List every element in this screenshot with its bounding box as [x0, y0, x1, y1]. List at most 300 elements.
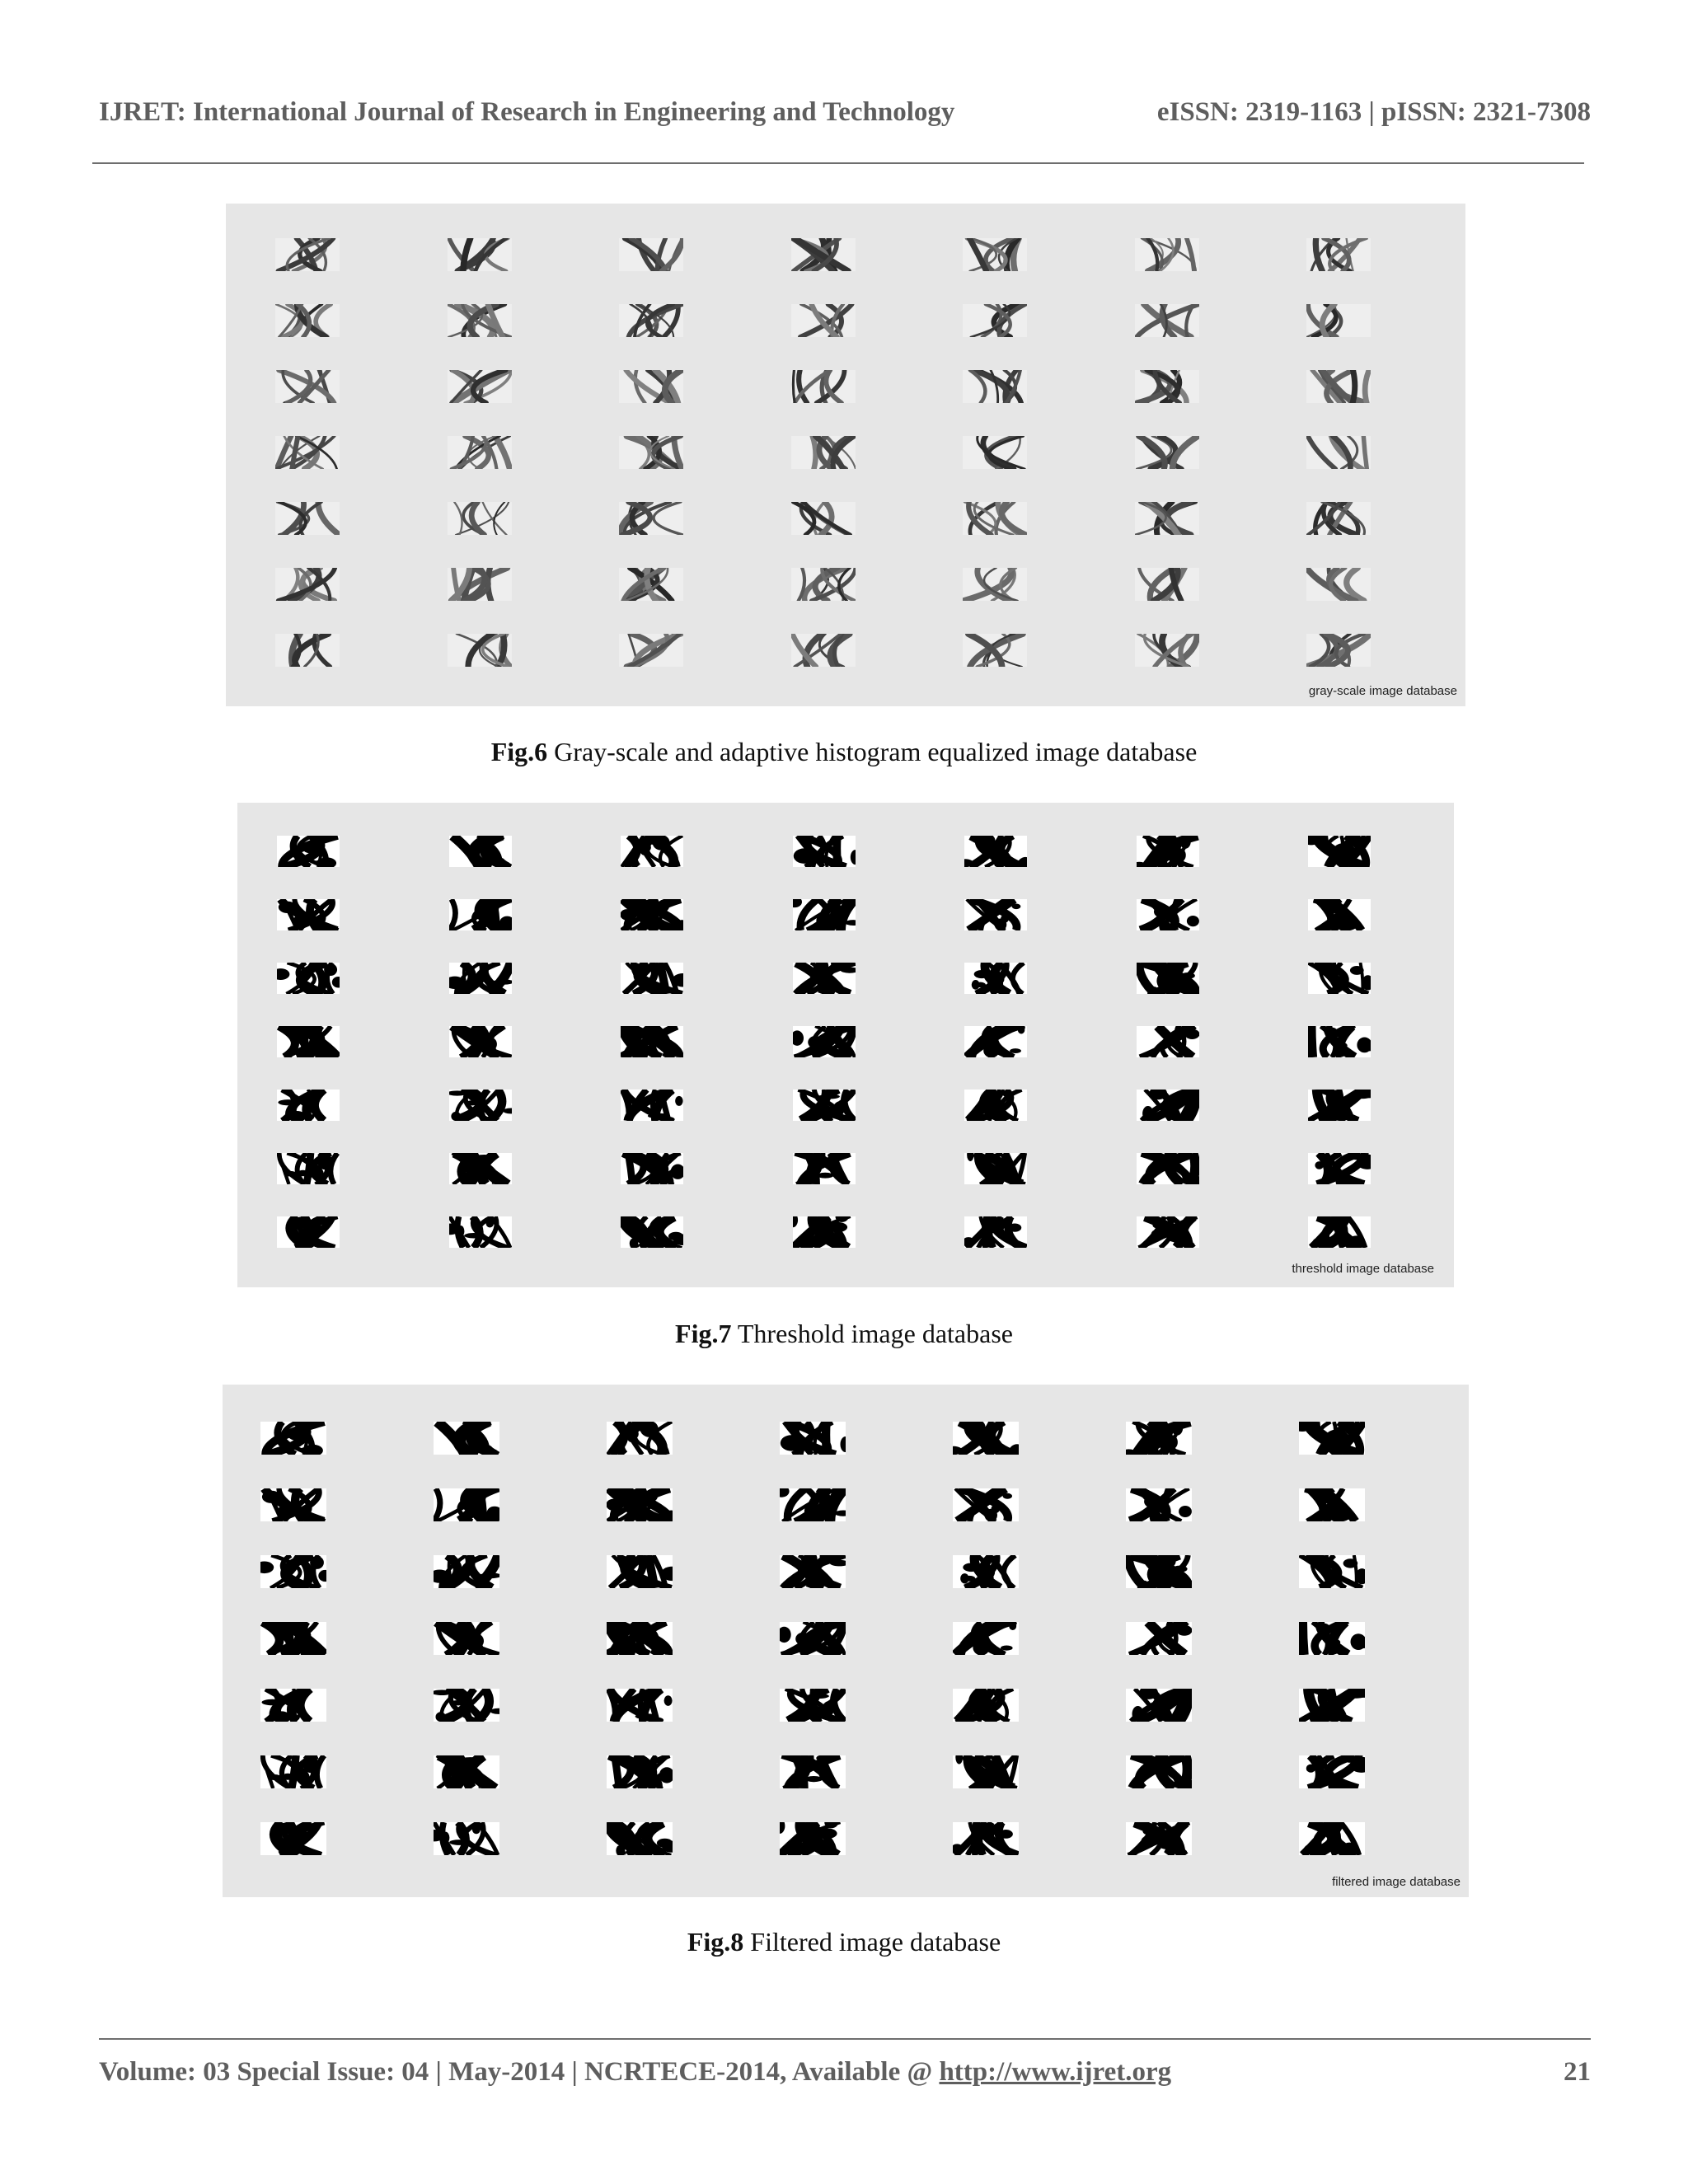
thumbnail-cell: [603, 485, 775, 551]
thumbnail-cell: [1118, 617, 1291, 683]
thumbnail-cell: [1290, 485, 1462, 551]
thumbnail-cell: [259, 354, 431, 419]
vein-thumbnail: [434, 1422, 499, 1455]
vein-thumbnail: [1306, 502, 1371, 535]
vein-thumbnail: [1306, 370, 1371, 403]
vein-thumbnail: [1137, 899, 1199, 930]
vein-thumbnail: [793, 963, 856, 994]
vein-thumbnail: [1299, 1689, 1365, 1722]
thumbnail-cell: [940, 1605, 1113, 1671]
vein-thumbnail: [607, 1555, 673, 1588]
thumbnail-cell: [247, 1538, 420, 1605]
thumbnail-cell: [1122, 1010, 1294, 1073]
vein-thumbnail: [619, 634, 683, 667]
vein-thumbnail: [963, 502, 1027, 535]
fig7-caption: [0, 1319, 1688, 1349]
thumbnail-cell: [603, 419, 775, 485]
vein-thumbnail: [275, 238, 340, 271]
vein-thumbnail: [1126, 1488, 1192, 1521]
vein-thumbnail: [1126, 1555, 1192, 1588]
fig6-thumbnail-grid: [259, 222, 1462, 683]
thumbnail-cell: [259, 288, 431, 354]
fig7-caption-text: Threshold image database: [731, 1319, 1013, 1348]
vein-thumbnail: [1308, 899, 1371, 930]
thumbnail-cell: [1118, 551, 1291, 617]
vein-thumbnail: [434, 1622, 499, 1655]
thumbnail-cell: [593, 1471, 767, 1538]
vein-thumbnail: [448, 436, 512, 469]
vein-thumbnail: [607, 1422, 673, 1455]
thumbnail-cell: [603, 617, 775, 683]
vein-thumbnail: [1306, 568, 1371, 601]
thumbnail-cell: [1293, 1201, 1454, 1264]
thumbnail-cell: [1113, 1672, 1286, 1739]
vein-thumbnail: [260, 1689, 326, 1722]
journal-website-link[interactable]: http://www.ijret.org: [939, 2057, 1172, 2087]
thumbnail-cell: [1113, 1538, 1286, 1605]
thumbnail-cell: [775, 419, 947, 485]
vein-thumbnail: [434, 1755, 499, 1788]
thumbnail-cell: [1122, 883, 1294, 946]
thumbnail-cell: [950, 1074, 1122, 1137]
thumbnail-cell: [247, 1672, 420, 1739]
thumbnail-cell: [1293, 819, 1454, 883]
running-footer: [99, 2057, 1591, 2098]
vein-thumbnail: [963, 436, 1027, 469]
vein-thumbnail: [448, 568, 512, 601]
vein-thumbnail: [621, 899, 683, 930]
vein-thumbnail: [1126, 1689, 1192, 1722]
thumbnail-cell: [1293, 946, 1454, 1010]
thumbnail-cell: [1286, 1404, 1459, 1471]
thumbnail-cell: [1122, 1201, 1294, 1264]
thumbnail-cell: [940, 1806, 1113, 1872]
fig7-image-panel: [237, 803, 1454, 1287]
vein-thumbnail: [277, 963, 340, 994]
thumbnail-cell: [950, 1010, 1122, 1073]
thumbnail-cell: [431, 485, 603, 551]
thumbnail-cell: [420, 1739, 593, 1806]
thumbnail-cell: [1290, 354, 1462, 419]
thumbnail-cell: [259, 419, 431, 485]
vein-thumbnail: [953, 1755, 1019, 1788]
thumbnail-cell: [1290, 617, 1462, 683]
journal-title: IJRET: International Journal of Research in Engineering and Technology: [99, 97, 955, 127]
thumbnail-cell: [420, 1605, 593, 1671]
vein-thumbnail: [277, 836, 340, 867]
fig8-panel-label: filtered image database: [1332, 1875, 1461, 1889]
thumbnail-cell: [767, 1471, 940, 1538]
thumbnail-cell: [940, 1672, 1113, 1739]
thumbnail-cell: [778, 883, 950, 946]
vein-thumbnail: [1308, 836, 1371, 867]
fig6-image-panel: [226, 204, 1465, 706]
vein-thumbnail: [963, 304, 1027, 337]
vein-thumbnail: [1135, 568, 1199, 601]
thumbnail-cell: [420, 1538, 593, 1605]
thumbnail-cell: [262, 1201, 434, 1264]
vein-thumbnail: [448, 634, 512, 667]
issn-numbers: eISSN: 2319-1163 | pISSN: 2321-7308: [1156, 97, 1591, 127]
thumbnail-cell: [940, 1471, 1113, 1538]
thumbnail-cell: [950, 883, 1122, 946]
thumbnail-cell: [593, 1806, 767, 1872]
vein-thumbnail: [275, 568, 340, 601]
vein-thumbnail: [449, 1026, 512, 1057]
vein-thumbnail: [260, 1422, 326, 1455]
vein-thumbnail: [1299, 1755, 1365, 1788]
vein-thumbnail: [607, 1822, 673, 1855]
thumbnail-cell: [767, 1739, 940, 1806]
vein-thumbnail: [277, 1153, 340, 1184]
vein-thumbnail: [953, 1422, 1019, 1455]
thumbnail-cell: [606, 819, 778, 883]
vein-thumbnail: [621, 1153, 683, 1184]
vein-thumbnail: [1137, 1153, 1199, 1184]
vein-thumbnail: [260, 1622, 326, 1655]
thumbnail-cell: [262, 883, 434, 946]
thumbnail-cell: [1293, 1074, 1454, 1137]
thumbnail-cell: [247, 1739, 420, 1806]
thumbnail-cell: [434, 819, 607, 883]
vein-thumbnail: [1308, 1153, 1371, 1184]
thumbnail-cell: [1122, 946, 1294, 1010]
vein-thumbnail: [1299, 1422, 1365, 1455]
thumbnail-cell: [1286, 1739, 1459, 1806]
vein-thumbnail: [963, 370, 1027, 403]
thumbnail-cell: [1293, 1010, 1454, 1073]
thumbnail-cell: [1290, 419, 1462, 485]
thumbnail-cell: [778, 1010, 950, 1073]
fig6-caption-text: Gray-scale and adaptive histogram equalized image database: [547, 737, 1198, 766]
vein-thumbnail: [275, 634, 340, 667]
vein-thumbnail: [1299, 1555, 1365, 1588]
thumbnail-cell: [431, 419, 603, 485]
vein-thumbnail: [1137, 963, 1199, 994]
vein-thumbnail: [791, 304, 856, 337]
vein-thumbnail: [780, 1422, 846, 1455]
vein-thumbnail: [1126, 1822, 1192, 1855]
vein-thumbnail: [449, 1216, 512, 1248]
thumbnail-cell: [247, 1605, 420, 1671]
vein-thumbnail: [619, 304, 683, 337]
thumbnail-cell: [259, 485, 431, 551]
thumbnail-cell: [775, 354, 947, 419]
vein-thumbnail: [1306, 304, 1371, 337]
thumbnail-cell: [431, 354, 603, 419]
fig6-caption: [0, 737, 1688, 767]
thumbnail-cell: [1118, 354, 1291, 419]
vein-thumbnail: [260, 1822, 326, 1855]
vein-thumbnail: [607, 1488, 673, 1521]
vein-thumbnail: [1137, 1090, 1199, 1121]
fig8-caption-number: Fig.8: [687, 1927, 744, 1957]
vein-thumbnail: [1126, 1755, 1192, 1788]
thumbnail-cell: [940, 1739, 1113, 1806]
footer-volume-info: [99, 2057, 1171, 2088]
vein-thumbnail: [963, 568, 1027, 601]
fig8-thumbnail-grid: [247, 1404, 1459, 1872]
vein-thumbnail: [619, 238, 683, 271]
vein-thumbnail: [448, 370, 512, 403]
page-number: 21: [1564, 2057, 1591, 2087]
thumbnail-cell: [259, 551, 431, 617]
vein-thumbnail: [1137, 836, 1199, 867]
thumbnail-cell: [1286, 1806, 1459, 1872]
thumbnail-cell: [1113, 1806, 1286, 1872]
thumbnail-cell: [431, 551, 603, 617]
vein-thumbnail: [607, 1689, 673, 1722]
header-rule: [92, 162, 1584, 164]
thumbnail-cell: [593, 1605, 767, 1671]
thumbnail-cell: [606, 1201, 778, 1264]
vein-thumbnail: [953, 1822, 1019, 1855]
thumbnail-cell: [946, 485, 1118, 551]
vein-thumbnail: [793, 1026, 856, 1057]
thumbnail-cell: [434, 1137, 607, 1201]
thumbnail-cell: [1113, 1471, 1286, 1538]
vein-thumbnail: [963, 634, 1027, 667]
vein-thumbnail: [793, 899, 856, 930]
thumbnail-cell: [431, 222, 603, 288]
vein-thumbnail: [619, 502, 683, 535]
vein-thumbnail: [277, 1026, 340, 1057]
thumbnail-cell: [946, 551, 1118, 617]
vein-thumbnail: [793, 1153, 856, 1184]
fig7-panel-label: threshold image database: [1292, 1262, 1434, 1276]
thumbnail-cell: [1118, 419, 1291, 485]
thumbnail-cell: [778, 1074, 950, 1137]
vein-thumbnail: [780, 1555, 846, 1588]
thumbnail-cell: [775, 617, 947, 683]
thumbnail-cell: [1290, 288, 1462, 354]
thumbnail-cell: [262, 1010, 434, 1073]
thumbnail-cell: [1286, 1605, 1459, 1671]
thumbnail-cell: [778, 946, 950, 1010]
thumbnail-cell: [593, 1739, 767, 1806]
vein-thumbnail: [953, 1555, 1019, 1588]
vein-thumbnail: [780, 1822, 846, 1855]
vein-thumbnail: [791, 568, 856, 601]
vein-thumbnail: [1308, 1090, 1371, 1121]
vein-thumbnail: [1135, 436, 1199, 469]
vein-thumbnail: [791, 370, 856, 403]
thumbnail-cell: [775, 485, 947, 551]
vein-thumbnail: [277, 1216, 340, 1248]
vein-thumbnail: [448, 238, 512, 271]
vein-thumbnail: [449, 836, 512, 867]
thumbnail-cell: [420, 1806, 593, 1872]
thumbnail-cell: [767, 1538, 940, 1605]
vein-thumbnail: [607, 1622, 673, 1655]
thumbnail-cell: [434, 946, 607, 1010]
thumbnail-cell: [950, 1201, 1122, 1264]
vein-thumbnail: [449, 899, 512, 930]
vein-thumbnail: [780, 1755, 846, 1788]
vein-thumbnail: [260, 1555, 326, 1588]
vein-thumbnail: [1308, 963, 1371, 994]
vein-thumbnail: [1306, 238, 1371, 271]
thumbnail-cell: [778, 1137, 950, 1201]
vein-thumbnail: [964, 899, 1027, 930]
vein-thumbnail: [621, 836, 683, 867]
fig8-caption: [0, 1927, 1688, 1957]
vein-thumbnail: [1126, 1622, 1192, 1655]
thumbnail-cell: [950, 946, 1122, 1010]
vein-thumbnail: [1135, 238, 1199, 271]
vein-thumbnail: [793, 836, 856, 867]
thumbnail-cell: [606, 883, 778, 946]
thumbnail-cell: [606, 1074, 778, 1137]
vein-thumbnail: [1135, 502, 1199, 535]
vein-thumbnail: [275, 502, 340, 535]
thumbnail-cell: [247, 1404, 420, 1471]
thumbnail-cell: [434, 1201, 607, 1264]
vein-thumbnail: [434, 1555, 499, 1588]
vein-thumbnail: [780, 1689, 846, 1722]
thumbnail-cell: [775, 288, 947, 354]
thumbnail-cell: [946, 419, 1118, 485]
footer-text: Volume: 03 Special Issue: 04 | May-2014 | NCRTECE-2014, Available @: [99, 2057, 940, 2087]
vein-thumbnail: [621, 1026, 683, 1057]
thumbnail-cell: [1286, 1538, 1459, 1605]
vein-thumbnail: [449, 963, 512, 994]
thumbnail-cell: [1122, 819, 1294, 883]
vein-thumbnail: [619, 370, 683, 403]
thumbnail-cell: [1293, 1137, 1454, 1201]
thumbnail-cell: [946, 354, 1118, 419]
vein-thumbnail: [260, 1488, 326, 1521]
thumbnail-cell: [262, 819, 434, 883]
thumbnail-cell: [946, 288, 1118, 354]
fig7-caption-number: Fig.7: [675, 1319, 732, 1348]
vein-thumbnail: [964, 1216, 1027, 1248]
vein-thumbnail: [1308, 1026, 1371, 1057]
thumbnail-cell: [775, 551, 947, 617]
thumbnail-cell: [603, 288, 775, 354]
thumbnail-cell: [420, 1404, 593, 1471]
vein-thumbnail: [275, 370, 340, 403]
thumbnail-cell: [1122, 1137, 1294, 1201]
vein-thumbnail: [1308, 1216, 1371, 1248]
thumbnail-cell: [431, 617, 603, 683]
thumbnail-cell: [1286, 1672, 1459, 1739]
thumbnail-cell: [1286, 1471, 1459, 1538]
fig6-caption-number: Fig.6: [490, 737, 548, 766]
vein-thumbnail: [449, 1153, 512, 1184]
vein-thumbnail: [953, 1622, 1019, 1655]
thumbnail-cell: [434, 1010, 607, 1073]
thumbnail-cell: [434, 1074, 607, 1137]
thumbnail-cell: [946, 617, 1118, 683]
thumbnail-cell: [593, 1538, 767, 1605]
vein-thumbnail: [791, 502, 856, 535]
thumbnail-cell: [606, 1010, 778, 1073]
thumbnail-cell: [767, 1605, 940, 1671]
vein-thumbnail: [1126, 1422, 1192, 1455]
vein-thumbnail: [607, 1755, 673, 1788]
vein-thumbnail: [953, 1689, 1019, 1722]
vein-thumbnail: [434, 1822, 499, 1855]
thumbnail-cell: [1118, 288, 1291, 354]
thumbnail-cell: [434, 883, 607, 946]
thumbnail-cell: [1290, 222, 1462, 288]
vein-thumbnail: [1135, 634, 1199, 667]
thumbnail-cell: [1113, 1404, 1286, 1471]
vein-thumbnail: [1135, 304, 1199, 337]
thumbnail-cell: [247, 1806, 420, 1872]
vein-thumbnail: [780, 1488, 846, 1521]
thumbnail-cell: [262, 1074, 434, 1137]
thumbnail-cell: [1118, 485, 1291, 551]
fig8-image-panel: [223, 1385, 1469, 1897]
vein-thumbnail: [434, 1689, 499, 1722]
thumbnail-cell: [247, 1471, 420, 1538]
vein-thumbnail: [1306, 634, 1371, 667]
vein-thumbnail: [448, 502, 512, 535]
vein-thumbnail: [791, 634, 856, 667]
thumbnail-cell: [606, 946, 778, 1010]
vein-thumbnail: [1135, 370, 1199, 403]
thumbnail-cell: [940, 1404, 1113, 1471]
vein-thumbnail: [277, 899, 340, 930]
thumbnail-cell: [767, 1672, 940, 1739]
thumbnail-cell: [603, 222, 775, 288]
vein-thumbnail: [619, 436, 683, 469]
thumbnail-cell: [1118, 222, 1291, 288]
thumbnail-cell: [431, 288, 603, 354]
vein-thumbnail: [964, 1026, 1027, 1057]
vein-thumbnail: [953, 1488, 1019, 1521]
vein-thumbnail: [448, 304, 512, 337]
thumbnail-cell: [778, 819, 950, 883]
vein-thumbnail: [964, 1153, 1027, 1184]
vein-thumbnail: [621, 1216, 683, 1248]
thumbnail-cell: [940, 1538, 1113, 1605]
thumbnail-cell: [775, 222, 947, 288]
vein-thumbnail: [277, 1090, 340, 1121]
footer-rule: [99, 2038, 1591, 2040]
vein-thumbnail: [275, 436, 340, 469]
fig6-panel-label: gray-scale image database: [1308, 684, 1457, 698]
thumbnail-cell: [262, 1137, 434, 1201]
vein-thumbnail: [449, 1090, 512, 1121]
vein-thumbnail: [964, 836, 1027, 867]
vein-thumbnail: [793, 1090, 856, 1121]
vein-thumbnail: [1299, 1622, 1365, 1655]
thumbnail-cell: [1113, 1739, 1286, 1806]
thumbnail-cell: [778, 1201, 950, 1264]
vein-thumbnail: [963, 238, 1027, 271]
running-header: [99, 97, 1591, 138]
vein-thumbnail: [621, 1090, 683, 1121]
vein-thumbnail: [793, 1216, 856, 1248]
vein-thumbnail: [791, 238, 856, 271]
thumbnail-cell: [1122, 1074, 1294, 1137]
vein-thumbnail: [434, 1488, 499, 1521]
thumbnail-cell: [603, 551, 775, 617]
vein-thumbnail: [964, 1090, 1027, 1121]
vein-thumbnail: [791, 436, 856, 469]
vein-thumbnail: [964, 963, 1027, 994]
fig7-thumbnail-grid: [262, 819, 1454, 1264]
vein-thumbnail: [1137, 1216, 1199, 1248]
vein-thumbnail: [619, 568, 683, 601]
thumbnail-cell: [603, 354, 775, 419]
vein-thumbnail: [780, 1622, 846, 1655]
vein-thumbnail: [1299, 1488, 1365, 1521]
vein-thumbnail: [1299, 1822, 1365, 1855]
